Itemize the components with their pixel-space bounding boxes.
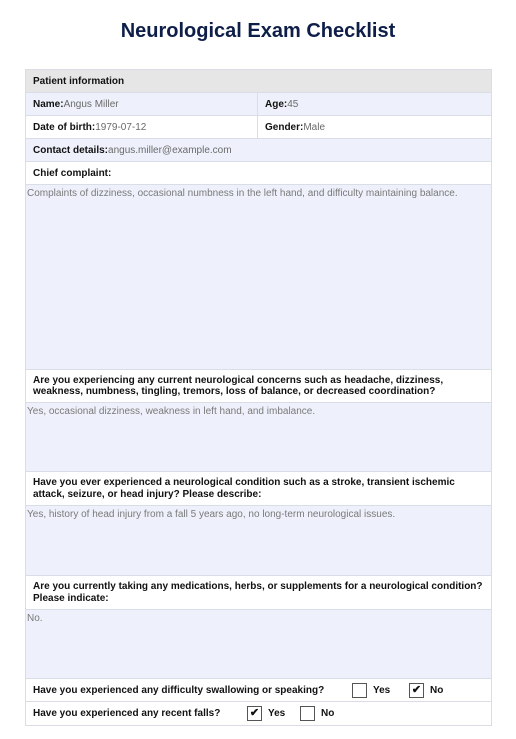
name-value: Angus Miller xyxy=(63,98,119,110)
yes-checkbox[interactable] xyxy=(352,683,367,698)
section-heading: Patient information xyxy=(33,75,125,87)
gender-value: Male xyxy=(303,121,326,133)
yes-option[interactable] xyxy=(352,683,409,698)
answer-text: Yes, history of head injury from a fall 5 years ago, no long-term neurological issues. xyxy=(27,509,396,520)
no-checkbox[interactable] xyxy=(300,706,315,721)
dob-gender-row xyxy=(26,116,491,139)
chief-complaint-row xyxy=(26,162,491,185)
yes-label: Yes xyxy=(373,684,391,696)
question-answer[interactable] xyxy=(26,403,491,472)
contact-row xyxy=(26,139,491,162)
name-age-row xyxy=(26,93,491,116)
question-row xyxy=(26,370,491,403)
question-answer[interactable] xyxy=(26,506,491,576)
dob-field[interactable] xyxy=(26,116,258,138)
no-option[interactable] xyxy=(409,683,443,698)
yes-checkbox[interactable]: ✔ xyxy=(247,706,262,721)
yes-label: Yes xyxy=(268,708,286,719)
yes-option[interactable] xyxy=(247,706,300,721)
check-row-swallowing xyxy=(26,679,491,702)
check-question: Have you experienced any difficulty swallowing or speaking? xyxy=(33,684,325,696)
question-row xyxy=(26,576,491,610)
age-label: Age: xyxy=(265,98,288,110)
name-label: Name: xyxy=(33,98,64,110)
no-checkbox[interactable]: ✔ xyxy=(409,683,424,698)
question-answer[interactable] xyxy=(26,610,491,679)
check-question: Have you experienced any recent falls? xyxy=(33,708,221,719)
exam-form xyxy=(25,69,492,726)
question-text: Are you experiencing any current neurological concerns such as headache, dizziness, weakness, numbness, tingling, tremors, loss of balance, or decreased coordination? xyxy=(26,371,491,402)
no-label: No xyxy=(321,708,335,719)
contact-field[interactable] xyxy=(26,139,239,161)
gender-field[interactable] xyxy=(258,116,491,138)
answer-text: No. xyxy=(27,613,43,624)
patient-info-header xyxy=(26,70,491,93)
chief-complaint-text: Complaints of dizziness, occasional numbness in the left hand, and difficulty maintaining balance. xyxy=(27,188,458,199)
page-title: Neurological Exam Checklist xyxy=(120,20,396,42)
question-row xyxy=(26,472,491,506)
no-label: No xyxy=(430,684,444,696)
chief-complaint-answer[interactable] xyxy=(26,185,491,370)
gender-label: Gender: xyxy=(265,121,304,133)
answer-text: Yes, occasional dizziness, weakness in left hand, and imbalance. xyxy=(27,406,316,417)
chief-complaint-label: Chief complaint: xyxy=(33,167,112,179)
no-option[interactable] xyxy=(300,706,334,721)
dob-value: 1979-07-12 xyxy=(95,121,147,133)
check-row-falls xyxy=(26,702,491,725)
question-text: Have you ever experienced a neurological condition such as a stroke, transient ischemic attack, seizure, or head injury? Please describe: xyxy=(26,473,491,504)
question-text: Are you currently taking any medications, herbs, or supplements for a neurological condition? Please indicate: xyxy=(26,577,491,608)
contact-label: Contact details: xyxy=(33,144,109,156)
age-field[interactable] xyxy=(258,93,491,115)
name-field[interactable] xyxy=(26,93,258,115)
age-value: 45 xyxy=(287,98,299,110)
dob-label: Date of birth: xyxy=(33,121,96,133)
contact-value: angus.miller@example.com xyxy=(108,144,232,156)
